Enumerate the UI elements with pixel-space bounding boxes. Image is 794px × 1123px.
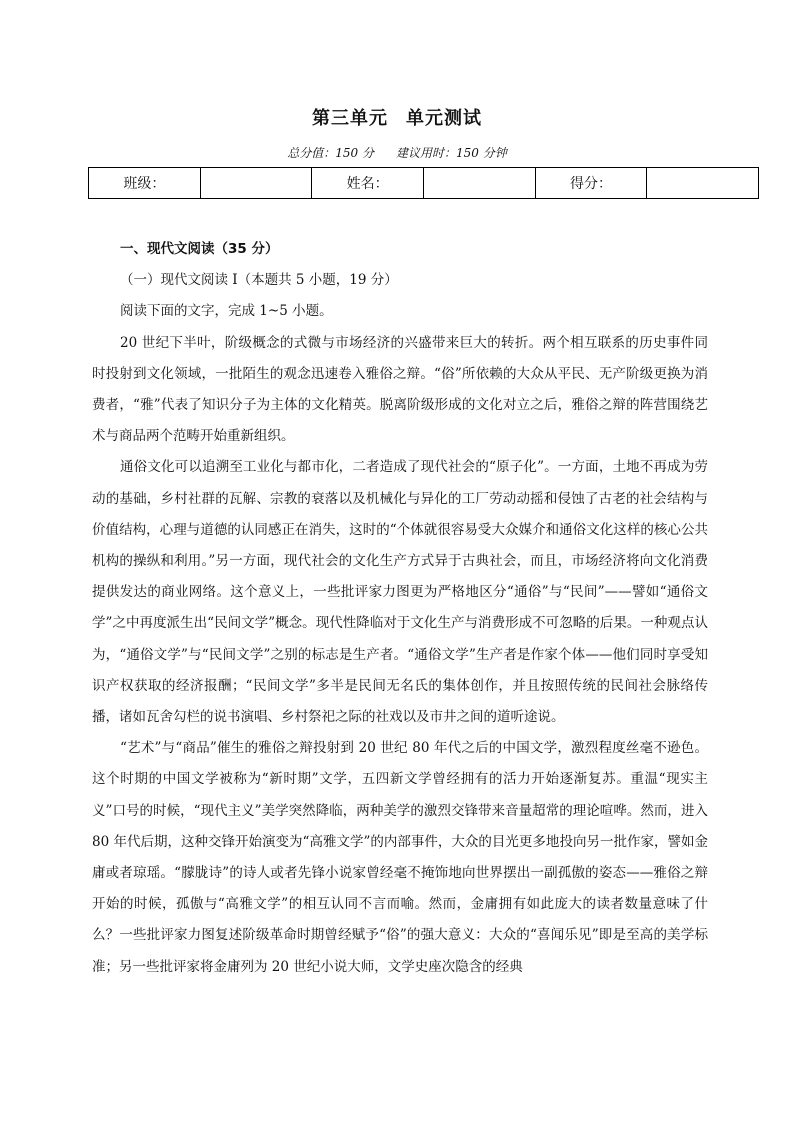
section-heading: 一、现代文阅读（35 分） [120,241,279,257]
paragraph: “艺术”与“商品”催生的雅俗之辩投射到 20 世纪 80 年代之后的中国文学，激烈程度丝毫不逊色。这个时期的中国文学被称为“新时期”文学，五四新文学曾经拥有的活力开始逐渐复苏。重温“现实主义”口号的时候，“现代主义”美学突然降临，两种美学的激烈交锋带来音量超常的理论喧哗。然而，进入 80 年代后期，这种交锋开始演变为“高雅文学”的内部事件，大众的目光更多地投向另一批作家，譬如金庸或者琼瑶。“朦胧诗”的诗人或者先锋小说家曾经毫不掩饰地向世界摆出一副孤傲的姿态——雅俗之辩开始的时候，孤傲与“高雅文学”的相互认同不言而喻。然而，金庸拥有如此庞大的读者数量意味了什么？一些批评家力图复述阶级革命时期曾经赋予“俗”的强大意义：大众的“喜闻乐见”即是至高的美学标准；另一些批评家将金庸列为 20 世纪小说大师，文学史座次隐含的经典 [92,740,708,975]
title-unit: 第三单元 [312,108,388,129]
score-label: 得分： [535,168,647,199]
suggested-time-text: 建议用时：150 分钟 [396,146,507,160]
section-subheading: （一）现代文阅读 I（本题共 5 小题，19 分） [120,272,398,289]
reading-content [92,234,708,983]
student-info-table [88,167,759,199]
page-title [0,104,794,130]
class-label: 班级： [89,168,201,199]
total-score-text: 总分值：150 分 [287,146,374,160]
reading-instruction: 阅读下面的文字，完成 1~5 小题。 [120,303,333,320]
paragraph: 20 世纪下半叶，阶级概念的式微与市场经济的兴盛带来巨大的转折。两个相互联系的历史事件同时投射到文化领域，一批陌生的观念迅速卷入雅俗之辩。“俗”所依赖的大众从平民、无产阶级更换为消费者，“雅”代表了知识分子为主体的文化精英。脱离阶级形成的文化对立之后，雅俗之辩的阵营围绕艺术与商品两个范畴开始重新组织。 [92,334,708,445]
paragraph: 通俗文化可以追溯至工业化与都市化，二者造成了现代社会的“原子化”。一方面，土地不再成为劳动的基础，乡村社群的瓦解、宗教的衰落以及机械化与异化的工厂劳动动摇和侵蚀了古老的社会结构与价值结构，心理与道德的认同感正在消失，这时的“个体就很容易受大众媒介和通俗文化这样的核心公共机构的操纵和利用。”另一方面，现代社会的文化生产方式异于古典社会，而且，市场经济将向文化消费提供发达的商业网络。这个意义上，一些批评家力图更为严格地区分“通俗”与“民间”——譬如“通俗文学”之中再度派生出“民间文学”概念。现代性降临对于文化生产与消费形成不可忽略的后果。一种观点认为，“通俗文学”与“民间文学”之别的标志是生产者。“通俗文学”生产者是作家个体——他们同时享受知识产权获取的经济报酬；“民间文学”多半是民间无名氏的集体创作，并且按照传统的民间社会脉络传播，诸如瓦舍勾栏的说书演唱、乡村祭祀之际的社戏以及市井之间的道听途说。 [92,459,708,726]
title-test: 单元测试 [406,108,482,129]
exam-meta [0,144,794,161]
class-field[interactable] [200,168,312,199]
score-field[interactable] [647,168,759,199]
name-label: 姓名： [312,168,424,199]
name-field[interactable] [423,168,535,199]
